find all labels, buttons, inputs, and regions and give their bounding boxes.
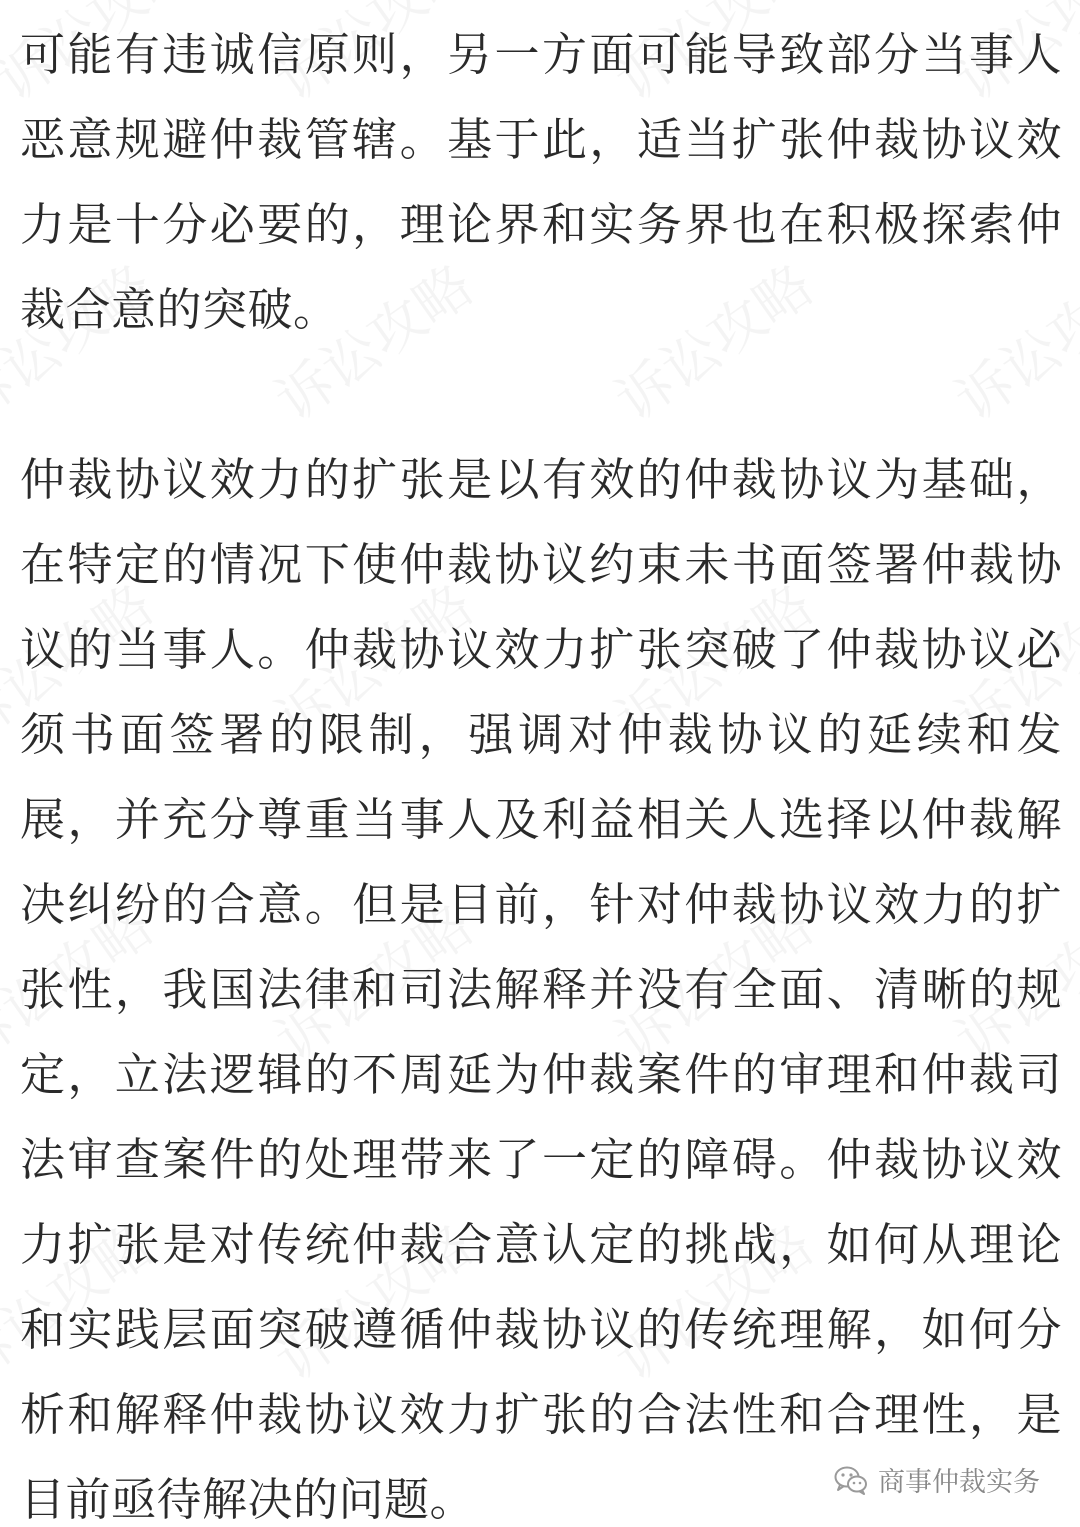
article-paragraph: 仲裁协议效力的扩张是以有效的仲裁协议为基础，在特定的情况下使仲裁协议约束未书面签署仲裁协议的当事人。仲裁协议效力扩张突破了仲裁协议必须书面签署的限制，强调对仲裁协议的延续和发展，并充分尊重当事人及利益相关人选择以仲裁解决纠纷的合意。但是目前，针对仲裁协议效力的扩张性，我国法律和司法解释并没有全面、清晰的规定，立法逻辑的不周延为仲裁案件的审理和仲裁司法审查案件的处理带来了一定的障碍。仲裁协议效力扩张是对传统仲裁合意认定的挑战，如何从理论和实践层面突破遵循仲裁协议的传统理解，如何分析和解释仲裁协议效力扩张的合法性和合理性，是目前亟待解决的问题。 (20, 453, 1062, 1526)
article-body (20, 12, 1062, 1527)
wechat-icon (834, 1465, 868, 1495)
source-label: 商事仲裁实务 (878, 1467, 1040, 1498)
article-paragraph: 可能有违诚信原则，另一方面可能导致部分当事人恶意规避仲裁管辖。基于此，适当扩张仲裁协议效力是十分必要的，理论界和实务界也在积极探索仲裁合意的突破。 (20, 28, 1062, 336)
source-attribution (828, 1458, 1046, 1501)
